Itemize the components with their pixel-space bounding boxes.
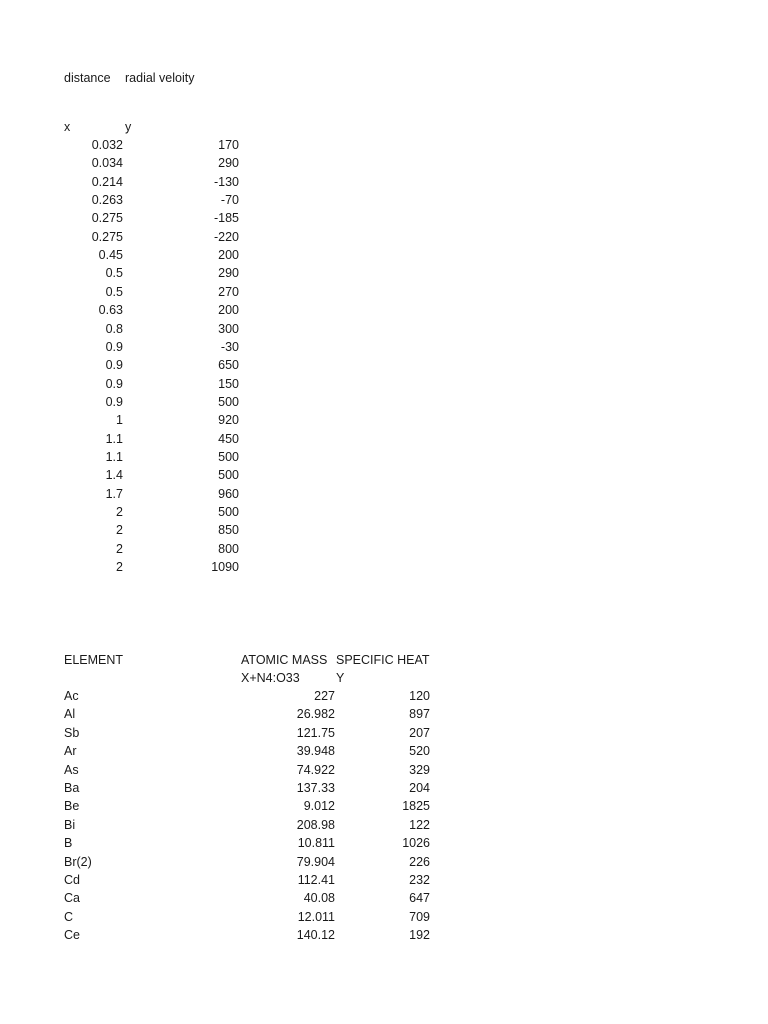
element-symbol-cell: Ce [64,928,80,942]
atomic-mass-cell: 137.33 [296,781,335,795]
x-value-cell: 0.63 [98,303,123,317]
x-value-cell: 1.1 [105,432,123,446]
specific-heat-cell: 329 [409,763,430,777]
specific-heat-cell: 1825 [402,799,430,813]
y-value-cell: -220 [213,230,239,244]
y-value-cell: 290 [218,156,239,170]
specific-heat-cell: 647 [409,891,430,905]
y-value-cell: 650 [218,358,239,372]
y-value-cell: 270 [218,285,239,299]
atomic-mass-cell: 208.98 [296,818,335,832]
specific-heat-cell: 520 [409,744,430,758]
y-value-cell: 500 [218,468,239,482]
x-value-cell: 0.9 [105,358,123,372]
specific-heat-cell: 1026 [402,836,430,850]
x-value-cell: 0.9 [105,340,123,354]
y-value-cell: 290 [218,266,239,280]
x-value-cell: 0.5 [105,285,123,299]
atomic-mass-cell: 140.12 [296,928,335,942]
x-value-cell: 0.5 [105,266,123,280]
x-value-cell: 0.9 [105,395,123,409]
atomic-mass-cell: 26.982 [296,707,335,721]
y-value-cell: 200 [218,248,239,262]
specific-heat-cell: 122 [409,818,430,832]
element-symbol-cell: Ac [64,689,79,703]
element-symbol-cell: Al [64,707,76,721]
x-value-cell: 0.8 [105,322,123,336]
y-value-cell: 170 [218,138,239,152]
element-symbol-cell: Ca [64,891,80,905]
subheader-x: x [64,120,71,134]
header-atomic-mass: ATOMIC MASS [241,653,328,667]
atomic-mass-cell: 74.922 [296,763,335,777]
x-value-cell: 0.263 [91,193,123,207]
y-value-cell: 960 [218,487,239,501]
header-radial-velocity: radial veloity [125,71,195,85]
atomic-mass-cell: 10.811 [297,836,335,850]
x-value-cell: 0.032 [91,138,123,152]
header-element: ELEMENT [64,653,124,667]
x-value-cell: 2 [116,560,123,574]
x-value-cell: 1.4 [105,468,123,482]
x-value-cell: 0.45 [98,248,123,262]
y-value-cell: -70 [220,193,239,207]
atomic-mass-cell: 39.948 [296,744,335,758]
specific-heat-cell: 207 [409,726,430,740]
element-symbol-cell: C [64,910,74,924]
element-symbol-cell: Ba [64,781,80,795]
y-value-cell: -130 [213,175,239,189]
x-value-cell: 2 [116,505,123,519]
x-value-cell: 1.7 [105,487,123,501]
element-symbol-cell: Sb [64,726,80,740]
x-value-cell: 0.214 [91,175,123,189]
y-value-cell: 1090 [211,560,239,574]
element-symbol-cell: Ar [64,744,77,758]
specific-heat-cell: 897 [409,707,430,721]
specific-heat-cell: 226 [409,855,430,869]
atomic-mass-cell: 12.011 [297,910,335,924]
x-value-cell: 1.1 [105,450,123,464]
specific-heat-cell: 192 [409,928,430,942]
element-symbol-cell: Bi [64,818,76,832]
x-value-cell: 0.9 [105,377,123,391]
y-value-cell: 200 [218,303,239,317]
atomic-mass-cell: 79.904 [296,855,335,869]
atomic-mass-cell: 40.08 [303,891,335,905]
y-value-cell: 450 [218,432,239,446]
subheader-mass-formula: X+N4:O33 [241,671,300,685]
y-value-cell: -30 [220,340,239,354]
atomic-mass-cell: 227 [314,689,335,703]
x-value-cell: 1 [116,413,123,427]
y-value-cell: 800 [218,542,239,556]
y-value-cell: 300 [218,322,239,336]
atomic-mass-cell: 9.012 [303,799,335,813]
x-value-cell: 2 [116,542,123,556]
y-value-cell: 920 [218,413,239,427]
y-value-cell: 500 [218,395,239,409]
y-value-cell: -185 [213,211,239,225]
header-distance: distance [64,71,111,85]
x-value-cell: 0.275 [91,211,123,225]
y-value-cell: 500 [218,505,239,519]
y-value-cell: 850 [218,523,239,537]
specific-heat-cell: 204 [409,781,430,795]
x-value-cell: 0.034 [91,156,123,170]
specific-heat-cell: 232 [409,873,430,887]
subheader-y2: Y [336,671,345,685]
x-value-cell: 0.275 [91,230,123,244]
atomic-mass-cell: 112.41 [297,873,335,887]
y-value-cell: 500 [218,450,239,464]
element-symbol-cell: As [64,763,79,777]
element-symbol-cell: Be [64,799,80,813]
specific-heat-cell: 120 [409,689,430,703]
y-value-cell: 150 [218,377,239,391]
atomic-mass-cell: 121.75 [296,726,335,740]
specific-heat-cell: 709 [409,910,430,924]
element-symbol-cell: B [64,836,73,850]
element-symbol-cell: Cd [64,873,80,887]
header-specific-heat: SPECIFIC HEAT [336,653,430,667]
subheader-y: y [125,120,132,134]
x-value-cell: 2 [116,523,123,537]
element-symbol-cell: Br(2) [64,855,92,869]
